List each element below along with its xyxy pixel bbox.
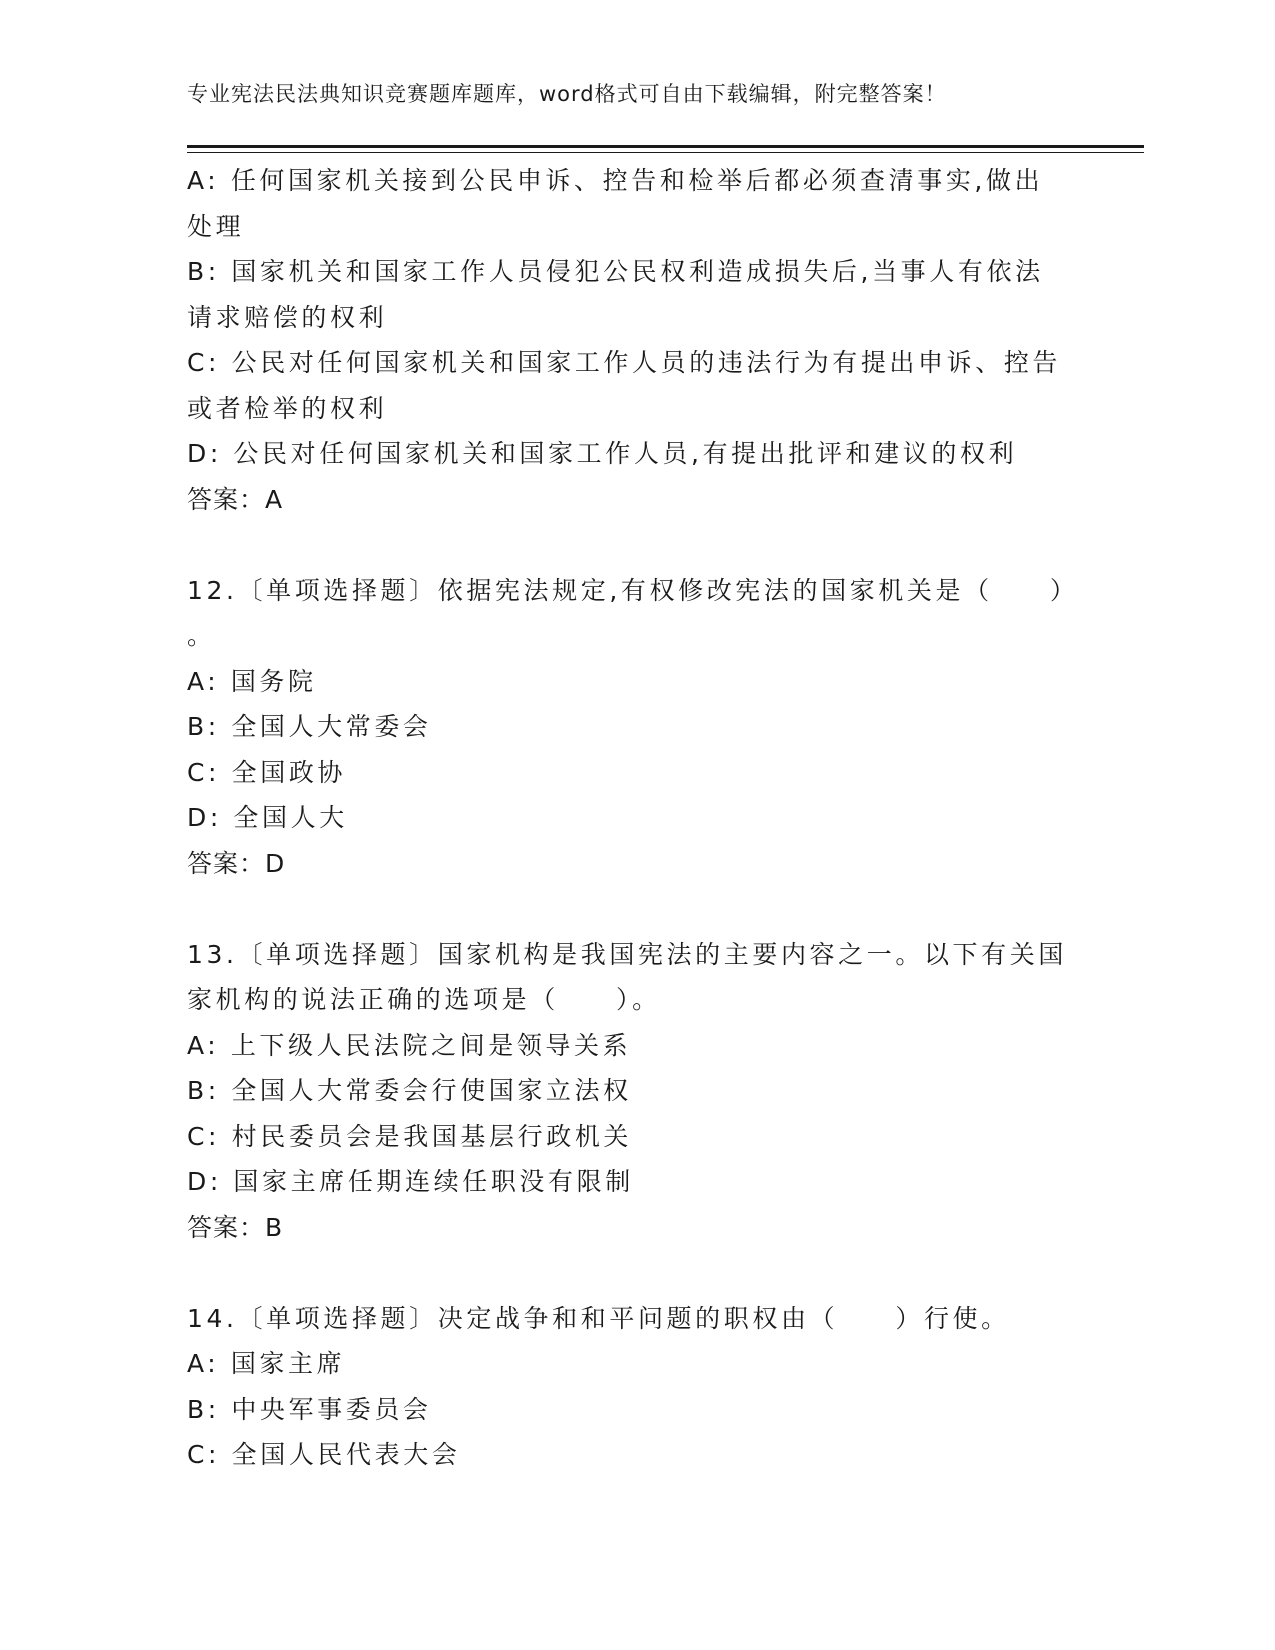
option-text: C: 村民委员会是我国基层行政机关 [187,1121,633,1151]
option-text: A: 上下级人民法院之间是领导关系 [187,1030,632,1060]
answer-text: 答案：A [187,484,284,514]
block-spacer [187,1250,1087,1296]
option-text: C: 全国政协 [187,757,347,787]
option-text: 或者检举的权利 [187,393,388,423]
option-item [187,249,1087,340]
option-item [187,1159,1087,1205]
option-text: A: 国家主席 [187,1349,346,1378]
question-block [187,158,1087,522]
header-rule-thick [187,145,1144,148]
question-block [187,886,1087,1250]
option-text: C: 全国人民代表大会 [187,1440,461,1469]
option-item [187,1432,1087,1478]
option-item [187,1341,1087,1387]
option-text: D: 国家主席任期连续任职没有限制 [187,1167,634,1196]
option-item [187,1114,1087,1160]
option-item [187,1068,1087,1114]
option-item [187,704,1087,750]
question-list [187,158,1087,1478]
option-item [187,158,1087,249]
option-text: C: 公民对任何国家机关和国家工作人员的违法行为有提出申诉、控告 [187,348,1062,377]
question-text: 家机构的说法正确的选项是（ ）。 [187,985,661,1014]
option-text: 请求赔偿的权利 [187,302,388,332]
option-item [187,1023,1087,1069]
option-item [187,1387,1087,1433]
answer-text: 答案：B [187,1212,284,1242]
option-text: B: 国家机关和国家工作人员侵犯公民权利造成损失后,当事人有依法 [187,257,1044,286]
option-item [187,795,1087,841]
question-text: 14.〔单项选择题〕决定战争和和平问题的职权由（ ）行使。 [187,1303,1010,1333]
question-text: 12.〔单项选择题〕依据宪法规定,有权修改宪法的国家机关是（ ） [187,575,1079,605]
header-rule-thin [187,152,1144,153]
block-spacer [187,522,1087,568]
answer-text: 答案：D [187,848,286,878]
question-text: 13.〔单项选择题〕国家机构是我国宪法的主要内容之一。以下有关国 [187,939,1067,969]
block-spacer [187,886,1087,932]
option-text: B: 中央军事委员会 [187,1394,432,1424]
page-header: 专业宪法民法典知识竞赛题库题库，word格式可自由下载编辑，附完整答案！ [187,82,947,106]
option-text: A: 国务院 [187,666,317,696]
option-item [187,431,1087,477]
option-text: D: 公民对任何国家机关和国家工作人员,有提出批评和建议的权利 [187,439,1018,468]
option-item [187,659,1087,705]
question-text: 。 [187,621,216,650]
option-text: B: 全国人大常委会 [187,712,432,741]
option-item [187,750,1087,796]
option-item [187,340,1087,431]
question-block [187,1250,1087,1478]
option-text: A: 任何国家机关接到公民申诉、控告和检举后都必须查清事实,做出 [187,166,1044,195]
question-block [187,522,1087,886]
option-text: B: 全国人大常委会行使国家立法权 [187,1076,632,1105]
option-text: 处理 [187,211,245,241]
option-text: D: 全国人大 [187,803,348,832]
